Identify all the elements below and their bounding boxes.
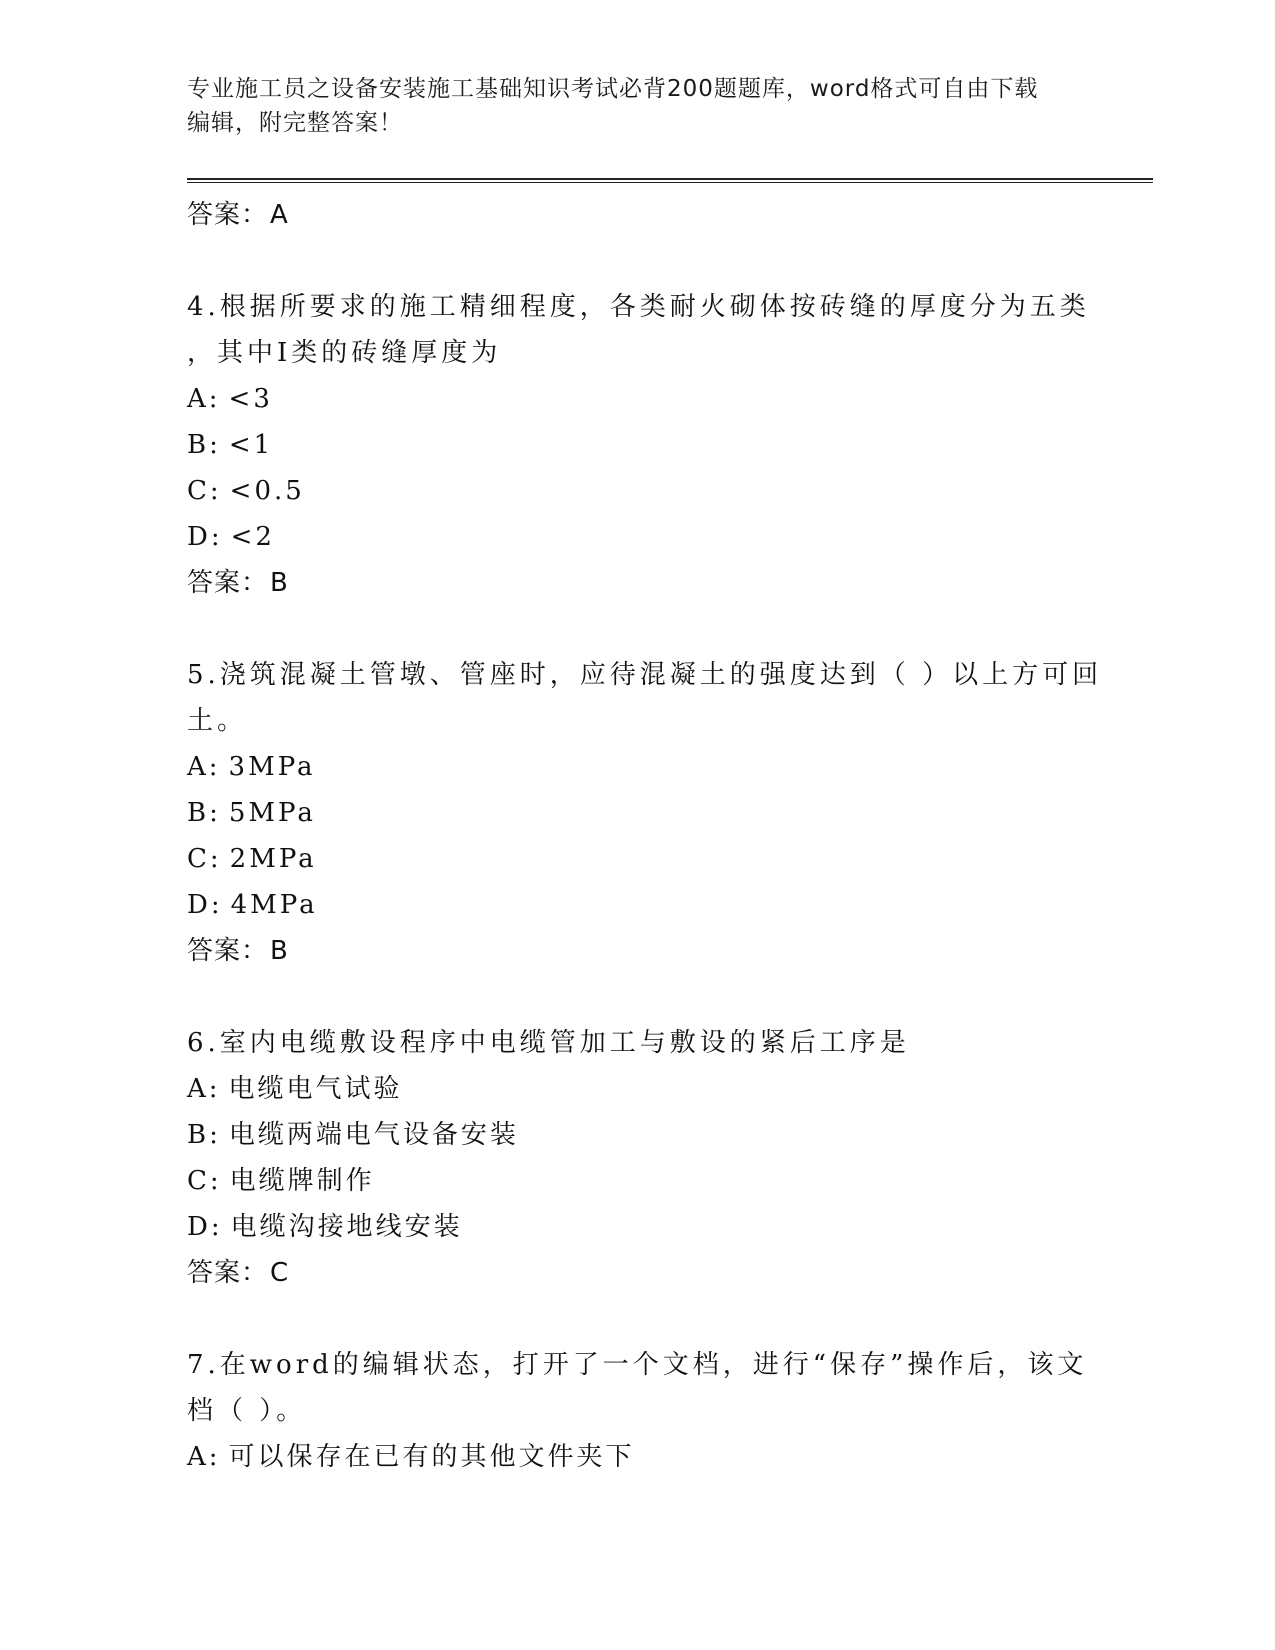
option-a	[187, 1066, 1087, 1112]
option-label: D:	[187, 1212, 223, 1242]
option-label: A:	[187, 1442, 221, 1472]
answer-line	[187, 560, 1087, 606]
option-label: B:	[187, 1120, 221, 1150]
option-label: A:	[187, 752, 221, 782]
option-label: C:	[187, 1166, 222, 1196]
answer-line	[187, 1250, 1087, 1296]
option-c	[187, 1158, 1087, 1204]
option-text: 电缆电气试验	[228, 1074, 403, 1104]
option-text: 电缆沟接地线安装	[230, 1212, 463, 1242]
answer-prefix: 答案：	[187, 200, 269, 230]
option-text: 2MPa	[229, 844, 317, 874]
option-label: B:	[187, 798, 221, 828]
option-a	[187, 1434, 1087, 1480]
answer-line	[187, 928, 1087, 974]
option-text: <1	[228, 430, 274, 460]
option-b	[187, 422, 1087, 468]
answer-letter: B	[270, 936, 289, 966]
option-a	[187, 744, 1087, 790]
document-title-line-2: 编辑，附完整答案！	[187, 110, 403, 136]
answer-letter: C	[270, 1258, 290, 1288]
question-stem-line: 6.室内电缆敷设程序中电缆管加工与敷设的紧后工序是	[187, 1028, 910, 1058]
option-label: D:	[187, 890, 223, 920]
question-stem-line: ，其中Ⅰ类的砖缝厚度为	[187, 338, 502, 368]
option-b	[187, 1112, 1087, 1158]
option-d	[187, 514, 1087, 560]
option-text: <3	[228, 384, 273, 414]
answer-letter: A	[270, 200, 289, 230]
question-stem-line: 土。	[187, 706, 248, 736]
option-b	[187, 790, 1087, 836]
question-list	[187, 190, 1103, 1480]
option-text: 电缆牌制作	[229, 1166, 375, 1196]
option-label: B:	[187, 430, 221, 460]
question-stem-line: 档（ ）。	[187, 1396, 307, 1426]
option-text: 可以保存在已有的其他文件夹下	[228, 1442, 635, 1472]
option-text: <2	[230, 522, 275, 552]
option-c	[187, 468, 1087, 514]
answer-prefix: 答案：	[187, 1258, 269, 1288]
option-d	[187, 882, 1087, 928]
answer-prefix: 答案：	[187, 568, 269, 598]
question-stem-line: 5.浇筑混凝土管墩、管座时，应待混凝土的强度达到（ ）以上方可回	[187, 660, 1103, 690]
document-title-line-1: 专业施工员之设备安装施工基础知识考试必背200题题库，word格式可自由下载	[187, 76, 1039, 102]
option-text: 3MPa	[228, 752, 316, 782]
option-text: 电缆两端电气设备安装	[228, 1120, 519, 1150]
option-text: 5MPa	[228, 798, 316, 828]
question-stem-line: 4.根据所要求的施工精细程度，各类耐火砌体按砖缝的厚度分为五类	[187, 292, 1090, 322]
question-item	[187, 1342, 1087, 1480]
question-item	[187, 1020, 1087, 1296]
option-d	[187, 1204, 1087, 1250]
answer-prefix: 答案：	[187, 936, 269, 966]
answer-letter: B	[270, 568, 289, 598]
option-label: C:	[187, 844, 222, 874]
option-text: <0.5	[229, 476, 305, 506]
question-stem-line: 7.在word的编辑状态，打开了一个文档，进行“保存”操作后，该文	[187, 1350, 1088, 1380]
option-text: 4MPa	[230, 890, 318, 920]
question-item	[187, 652, 1103, 974]
page-header	[187, 72, 1077, 140]
header-divider	[187, 178, 1153, 183]
answer-line	[187, 192, 1087, 238]
question-item	[187, 284, 1090, 606]
option-c	[187, 836, 1087, 882]
option-label: A:	[187, 1074, 221, 1104]
option-label: C:	[187, 476, 222, 506]
option-a	[187, 376, 1087, 422]
option-label: A:	[187, 384, 221, 414]
option-label: D:	[187, 522, 223, 552]
